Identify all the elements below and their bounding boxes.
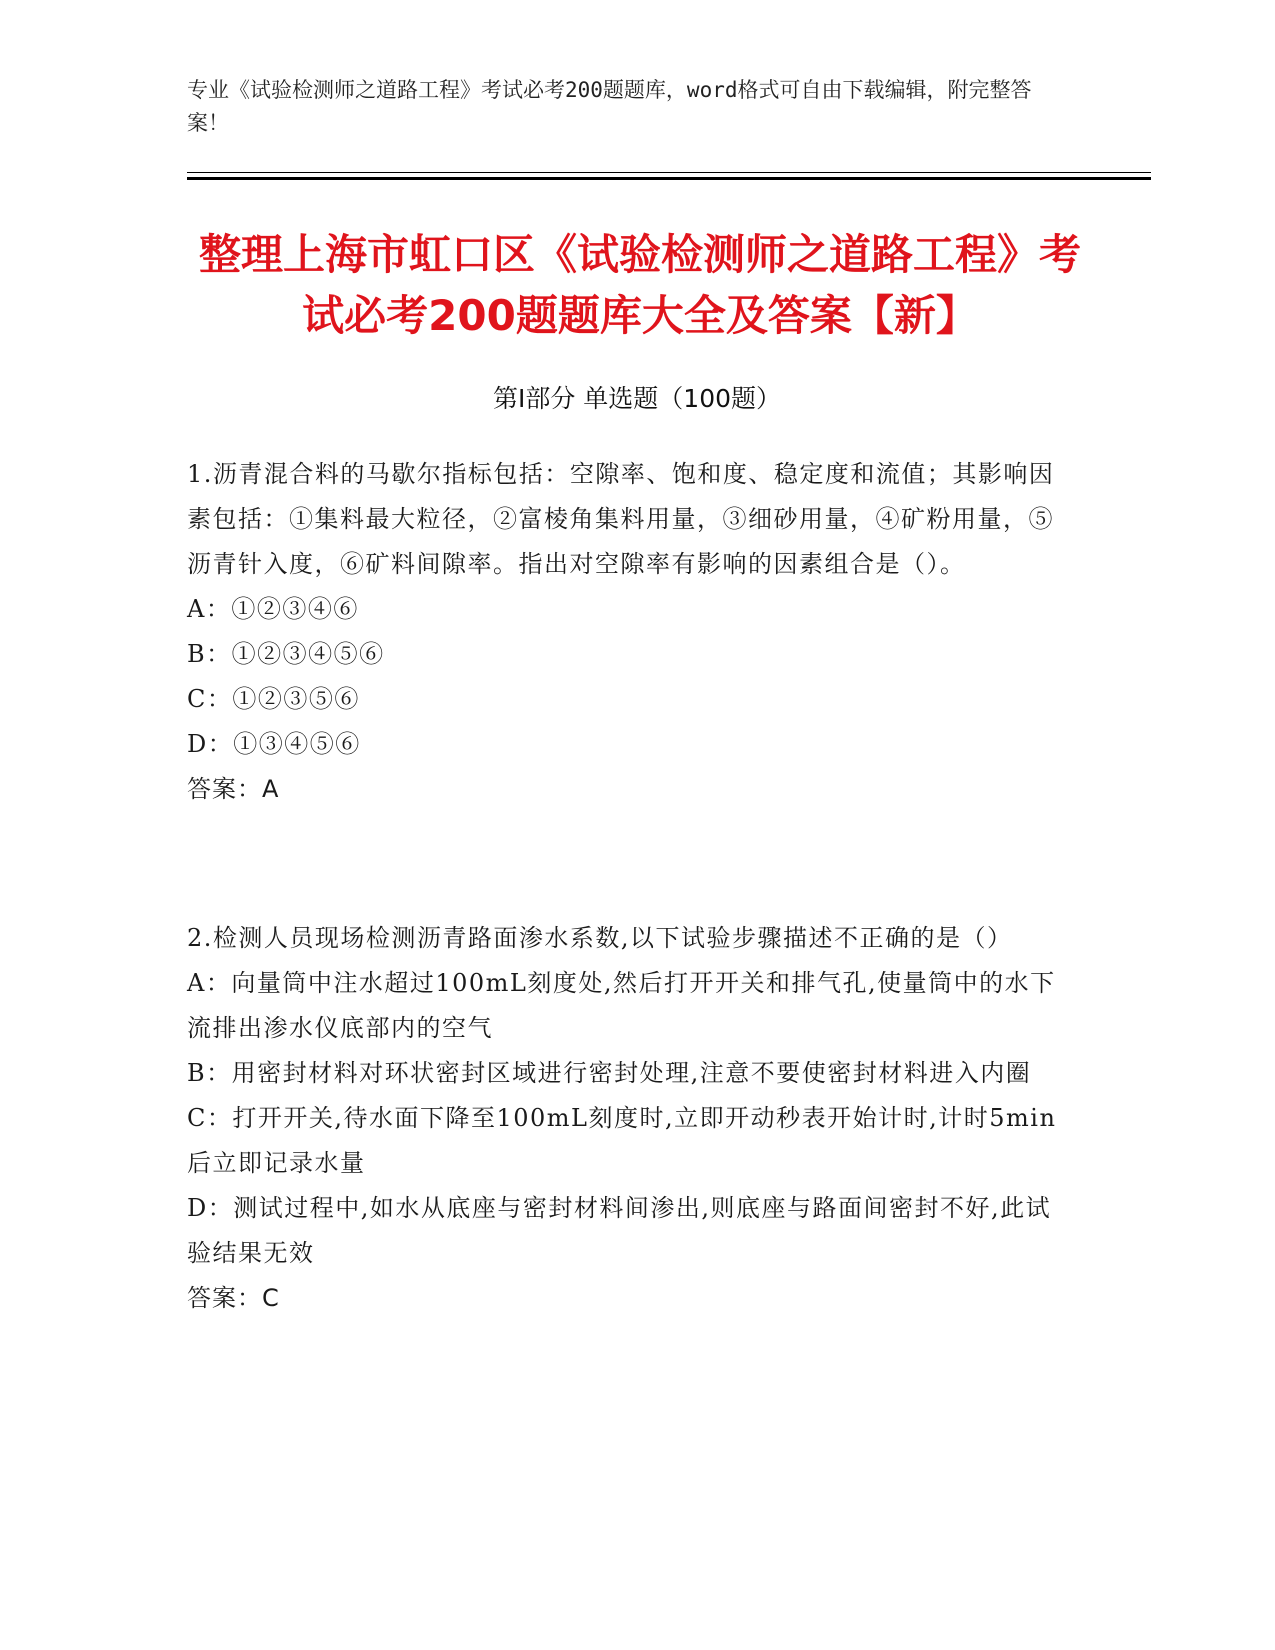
document-title: 整理上海市虹口区《试验检测师之道路工程》考试必考200题题库大全及答案【新】 [198, 230, 1081, 340]
option-b: B：用密封材料对环状密封区域进行密封处理,注意不要使密封材料进入内圈 [187, 1059, 1032, 1087]
option-c: C：打开开关,待水面下降至100mL刻度时,立即开动秒表开始计时,计时5min后立即记录水量 [187, 1104, 1057, 1177]
section-heading: 第Ⅰ部分 单选题（100题） [492, 384, 782, 413]
question-stem: 2.检测人员现场检测沥青路面渗水系数,以下试验步骤描述不正确的是（） [187, 924, 1013, 952]
header-rule-thick [187, 177, 1151, 180]
answer: 答案：A [187, 775, 280, 803]
option-d: D：①③④⑤⑥ [187, 730, 361, 758]
question-2 [187, 916, 1067, 1321]
option-d: D：测试过程中,如水从底座与密封材料间渗出,则底座与路面间密封不好,此试验结果无效 [187, 1194, 1052, 1267]
option-b: B：①②③④⑤⑥ [187, 640, 385, 668]
answer: 答案：C [187, 1284, 280, 1312]
question-stem: 1.沥青混合料的马歇尔指标包括：空隙率、饱和度、稳定度和流值；其影响因素包括：①集料最大粒径，②富棱角集料用量，③细砂用量，④矿粉用量，⑤沥青针入度，⑥矿料间隙率。指出对空隙率有影响的因素组合是（）。 [187, 460, 1055, 578]
header-rule-thin [187, 172, 1151, 173]
option-a: A：①②③④⑥ [187, 595, 359, 623]
option-a: A：向量筒中注水超过100mL刻度处,然后打开开关和排气孔,使量筒中的水下流排出渗水仪底部内的空气 [187, 969, 1056, 1042]
option-c: C：①②③⑤⑥ [187, 685, 360, 713]
question-1 [187, 452, 1067, 812]
header-note: 专业《试验检测师之道路工程》考试必考200题题库，word格式可自由下载编辑，附完整答案！ [187, 78, 1032, 135]
